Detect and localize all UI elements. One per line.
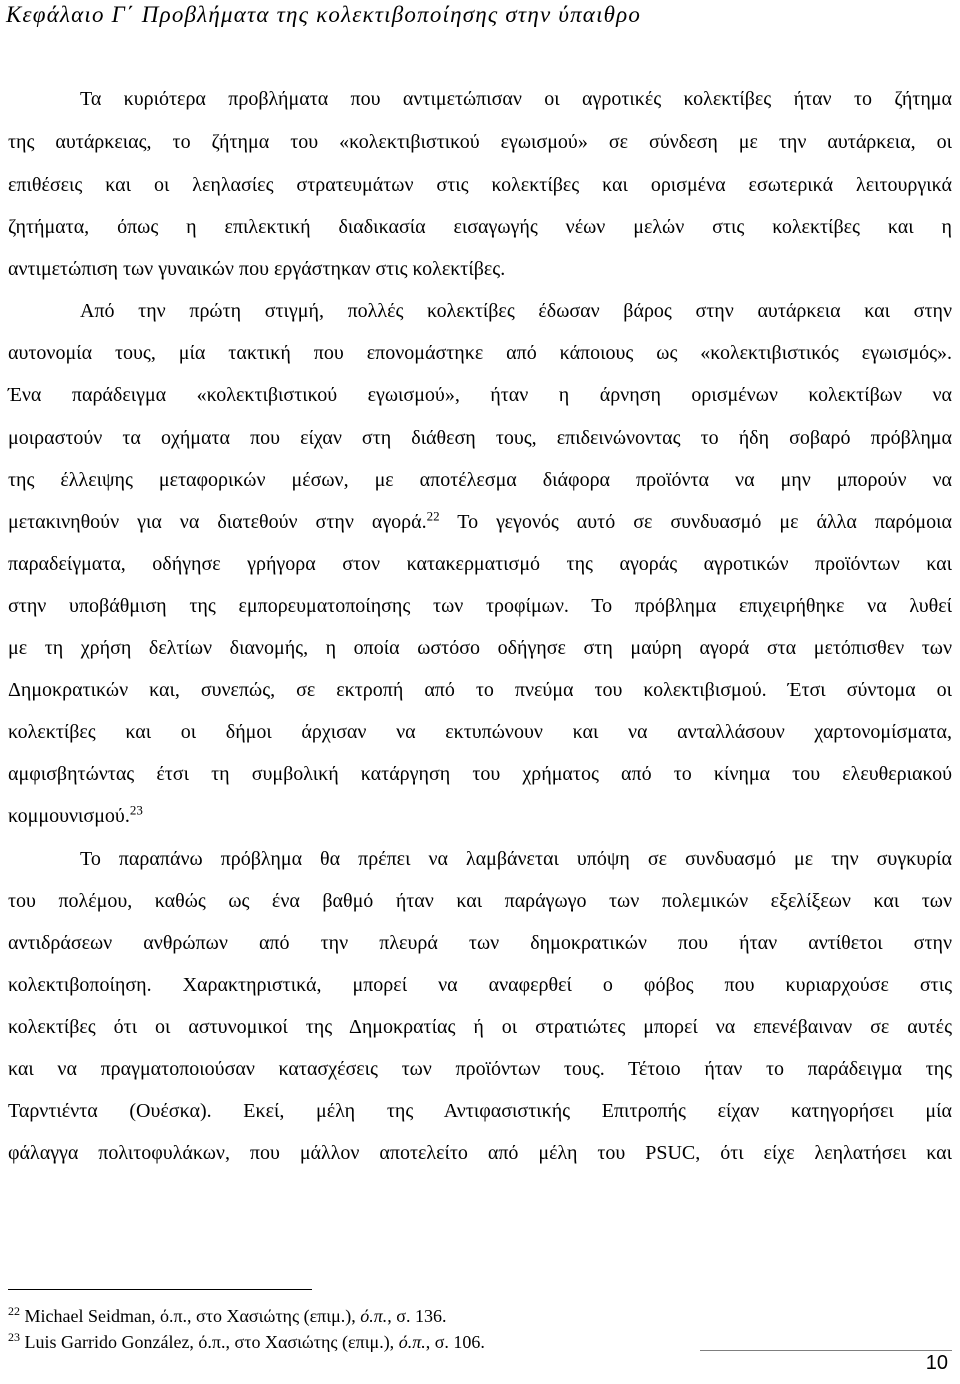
text-line: Ένα παράδειγμα «κολεκτιβιστικού εγωισμού», ήταν η άρνηση ορισμένων κολεκτίβων να xyxy=(8,384,952,406)
text-segment: Το γεγονός αυτό σε συνδυασμό με άλλα παρόμοια xyxy=(439,511,952,533)
footnote-23 xyxy=(8,1331,485,1353)
footnote-separator xyxy=(8,1289,312,1290)
footnote-ref-23[interactable]: 23 xyxy=(129,802,143,818)
text-line: της αυτάρκειας, το ζήτημα του «κολεκτιβιστικού εγωισμού» σε σύνδεση με την αυτάρκεια, οι xyxy=(8,131,952,153)
text-line: στην υποβάθμιση της εμπορευματοποίησης των τροφίμων. Το πρόβλημα επιχειρήθηκε να λυθεί xyxy=(8,595,952,617)
footnote-tail: , σ. 136. xyxy=(387,1306,447,1326)
text-line: επιθέσεις και οι λεηλασίες στρατευμάτων στις κολεκτίβες και ορισμένα εσωτερικά λειτουργικά xyxy=(8,174,952,196)
footnote-22 xyxy=(8,1305,446,1327)
text-line: κολεκτίβες και οι δήμοι άρχισαν να εκτυπώνουν και να ανταλλάσουν χαρτονομίσματα, xyxy=(8,721,952,743)
footnote-text: Michael Seidman, ό.π., στο Χασιώτης (επιμ.), xyxy=(24,1306,361,1326)
text-segment: κομμουνισμού. xyxy=(8,805,130,827)
text-segment: μετακινηθούν για να διατεθούν στην αγορά. xyxy=(8,511,427,533)
text-line: αντιδράσεων ανθρώπων από την πλευρά των δημοκρατικών που ήταν αντίθετοι στην xyxy=(8,932,952,954)
footnote-number: 23 xyxy=(8,1330,20,1344)
text-line: Το παραπάνω πρόβλημα θα πρέπει να λαμβάνεται υπόψη σε συνδυασμό με την συγκυρία xyxy=(80,848,952,870)
page-number-rule xyxy=(700,1350,952,1351)
chapter-title: Κεφάλαιο Γ΄ Προβλήματα της κολεκτιβοποίησης στην ύπαιθρο xyxy=(6,2,642,27)
text-line xyxy=(8,509,952,535)
text-line: φάλαγγα πολιτοφυλάκων, που μάλλον αποτελείτο από μέλη του PSUC, ότι είχε λεηλατήσει και xyxy=(8,1142,952,1164)
footnote-italic: ό.π. xyxy=(360,1306,388,1326)
text-line: ζητήματα, όπως η επιλεκτική διαδικασία εισαγωγής νέων μελών στις κολεκτίβες και η xyxy=(8,216,952,238)
text-line: με τη χρήση δελτίων διανομής, η οποία ωστόσο οδήγησε στη μαύρη αγορά στα μετόπισθεν των xyxy=(8,637,952,659)
text-line: Ταρντιέντα (Ουέσκα). Εκεί, μέλη της Αντιφασιστικής Επιτροπής είχαν κατηγορήσει μία xyxy=(8,1100,952,1122)
text-line: του πολέμου, καθώς ως ένα βαθμό ήταν και παράγωγο των πολεμικών εξελίξεων και των xyxy=(8,890,952,912)
text-line: Τα κυριότερα προβλήματα που αντιμετώπισαν οι αγροτικές κολεκτίβες ήταν το ζήτημα xyxy=(80,88,952,110)
page-number: 10 xyxy=(925,1352,948,1374)
text-line: κολεκτίβες ότι οι αστυνομικοί της Δημοκρατίας ή οι στρατιώτες μπορεί να επενέβαιναν σε αυτές xyxy=(8,1016,952,1038)
text-line: και να πραγματοποιούσαν κατασχέσεις των προϊόντων τους. Τέτοιο ήταν το παράδειγμα της xyxy=(8,1058,952,1080)
text-line: αυτονομία τους, μία τακτική που επονομάστηκε από κάποιους ως «κολεκτιβιστικός εγωισμός». xyxy=(8,342,952,364)
text-line: αντιμετώπιση των γυναικών που εργάστηκαν στις κολεκτίβες. xyxy=(8,258,506,280)
text-line: μοιραστούν τα οχήματα που είχαν στη διάθεση τους, επιδεινώνοντας το ήδη σοβαρό πρόβλημα xyxy=(8,427,952,449)
footnote-ref-22[interactable]: 22 xyxy=(426,508,440,524)
text-line: της έλλειψης μεταφορικών μέσων, με αποτέλεσμα διάφορα προϊόντα να μην μπορούν να xyxy=(8,469,952,491)
text-line: κολεκτιβοποίηση. Χαρακτηριστικά, μπορεί να αναφερθεί ο φόβος που κυριαρχούσε στις xyxy=(8,974,952,996)
text-line: παραδείγματα, οδήγησε γρήγορα στον κατακερματισμό της αγοράς αγροτικών προϊόντων και xyxy=(8,553,952,575)
text-line: αμφισβητώντας έτσι τη συμβολική κατάργηση του χρήματος από το κίνημα του ελευθεριακού xyxy=(8,763,952,785)
footnote-italic: ό.π. xyxy=(398,1332,426,1352)
footnote-number: 22 xyxy=(8,1304,20,1318)
text-line: Από την πρώτη στιγμή, πολλές κολεκτίβες έδωσαν βάρος στην αυτάρκεια και στην xyxy=(80,300,952,322)
footnote-text: Luis Garrido González, ό.π., στο Χασιώτης (επιμ.), xyxy=(24,1332,399,1352)
footnote-tail: , σ. 106. xyxy=(425,1332,485,1352)
text-line xyxy=(8,803,952,829)
text-line: Δημοκρατικών και, συνεπώς, σε εκτροπή από το πνεύμα του κολεκτιβισμού. Έτσι σύντομα οι xyxy=(8,679,952,701)
